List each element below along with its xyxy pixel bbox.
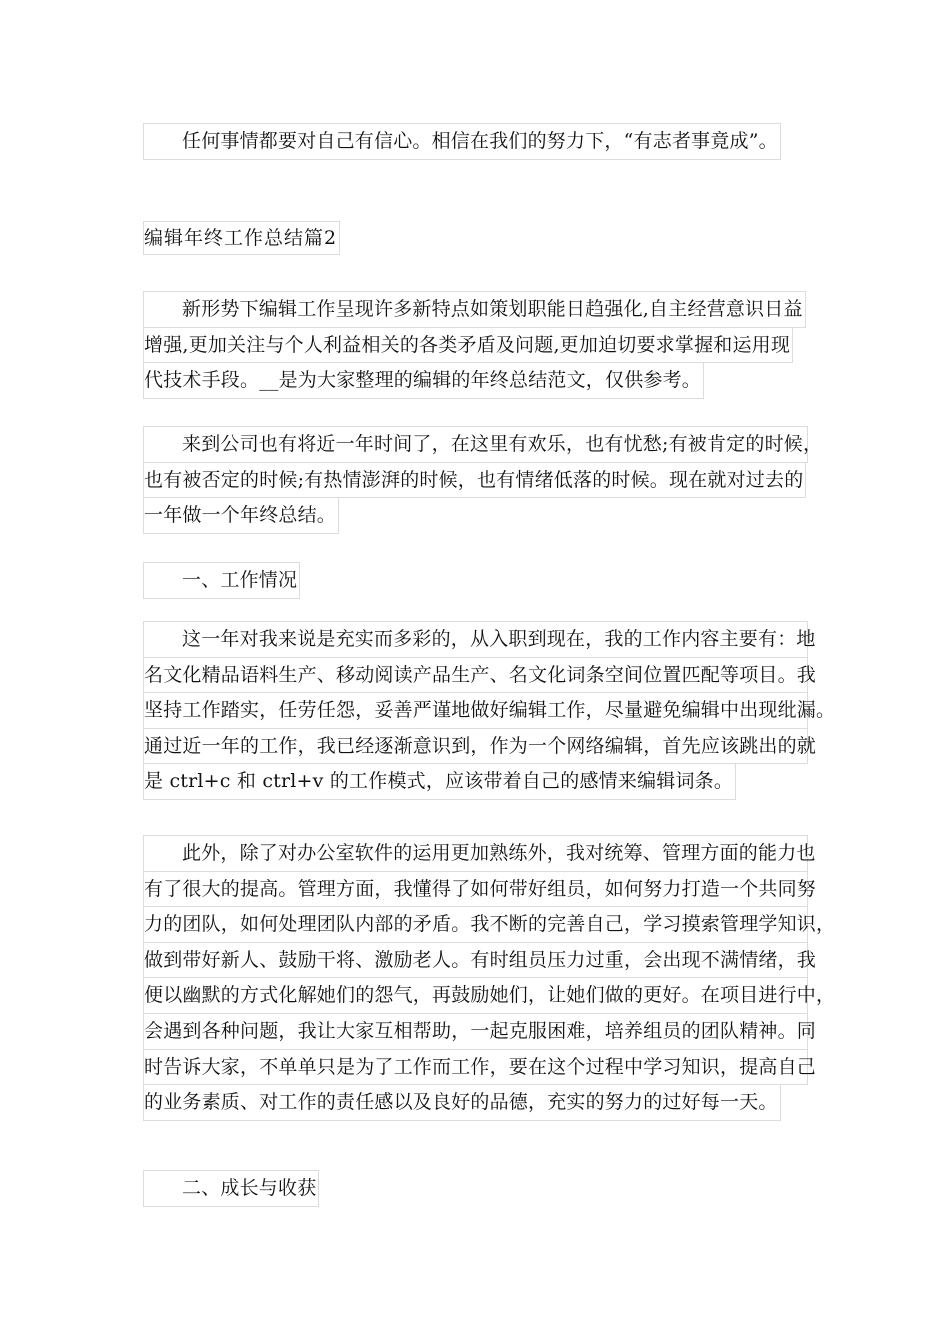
text-line: 坚持工作踏实，任劳任怨，妥善严谨地做好编辑工作，尽量避免编辑中出现纰漏。 xyxy=(143,692,808,729)
text-line: 时告诉大家，不单单只是为了工作而工作，要在这个过程中学习知识，提高自己 xyxy=(143,1049,808,1086)
text-line: 会遇到各种问题，我让大家互相帮助，一起克服困难，培养组员的团队精神。同 xyxy=(143,1013,808,1050)
work-paragraph xyxy=(143,622,836,800)
subheading-work-status xyxy=(143,563,300,599)
subheading-growth xyxy=(143,1171,319,1207)
opening-paragraph xyxy=(143,427,823,534)
text-line: 代技术手段。__是为大家整理的编辑的年终总结范文，仅供参考。 xyxy=(143,362,704,399)
text-line: 力的团队，如何处理团队内部的矛盾。我不断的完善自己，学习摸索管理学知识， xyxy=(143,906,808,943)
text-line: 增强,更加关注与个人利益相关的各类矛盾及问题,更加迫切要求掌握和运用现 xyxy=(143,327,793,364)
text-line: 的业务素质、对工作的责任感以及良好的品德，充实的努力的过好每一天。 xyxy=(143,1084,781,1121)
intro-paragraph xyxy=(143,292,806,399)
text-line: 来到公司也有将近一年时间了，在这里有欢乐，也有忧愁;有被肯定的时候， xyxy=(143,426,808,463)
text-line: 也有被否定的时候;有热情澎湃的时候，也有情绪低落的时候。现在就对过去的 xyxy=(143,462,806,499)
text-line: 是 ctrl+c 和 ctrl+v 的工作模式，应该带着自己的感情来编辑词条。 xyxy=(143,763,736,800)
text-line: 名文化精品语料生产、移动阅读产品生产、名文化词条空间位置匹配等项目。我 xyxy=(143,657,808,694)
text-line: 新形势下编辑工作呈现许多新特点如策划职能日趋强化,自主经营意识日益 xyxy=(143,291,806,328)
text-line: 任何事情都要对自己有信心。相信在我们的努力下，“有志者事竟成”。 xyxy=(143,123,781,160)
title-line: 编辑年终工作总结篇2 xyxy=(143,221,340,255)
text-line: 此外，除了对办公室软件的运用更加熟练外，我对统筹、管理方面的能力也 xyxy=(143,835,808,872)
text-line: 做到带好新人、鼓励干将、激励老人。有时组员压力过重，会出现不满情绪，我 xyxy=(143,942,808,979)
text-line: 一、工作情况 xyxy=(143,562,300,599)
text-line: 二、成长与收获 xyxy=(143,1170,319,1207)
text-line: 有了很大的提高。管理方面，我懂得了如何带好组员，如何努力打造一个共同努 xyxy=(143,871,808,908)
management-paragraph xyxy=(143,836,836,1121)
closing-paragraph xyxy=(143,124,781,160)
text-line: 便以幽默的方式化解她们的怨气，再鼓励她们，让她们做的更好。在项目进行中， xyxy=(143,977,808,1014)
text-line: 通过近一年的工作，我已经逐渐意识到，作为一个网络编辑，首先应该跳出的就 xyxy=(143,728,808,765)
section-title xyxy=(143,222,340,255)
text-line: 一年做一个年终总结。 xyxy=(143,497,339,534)
text-line: 这一年对我来说是充实而多彩的，从入职到现在，我的工作内容主要有：地 xyxy=(143,621,808,658)
